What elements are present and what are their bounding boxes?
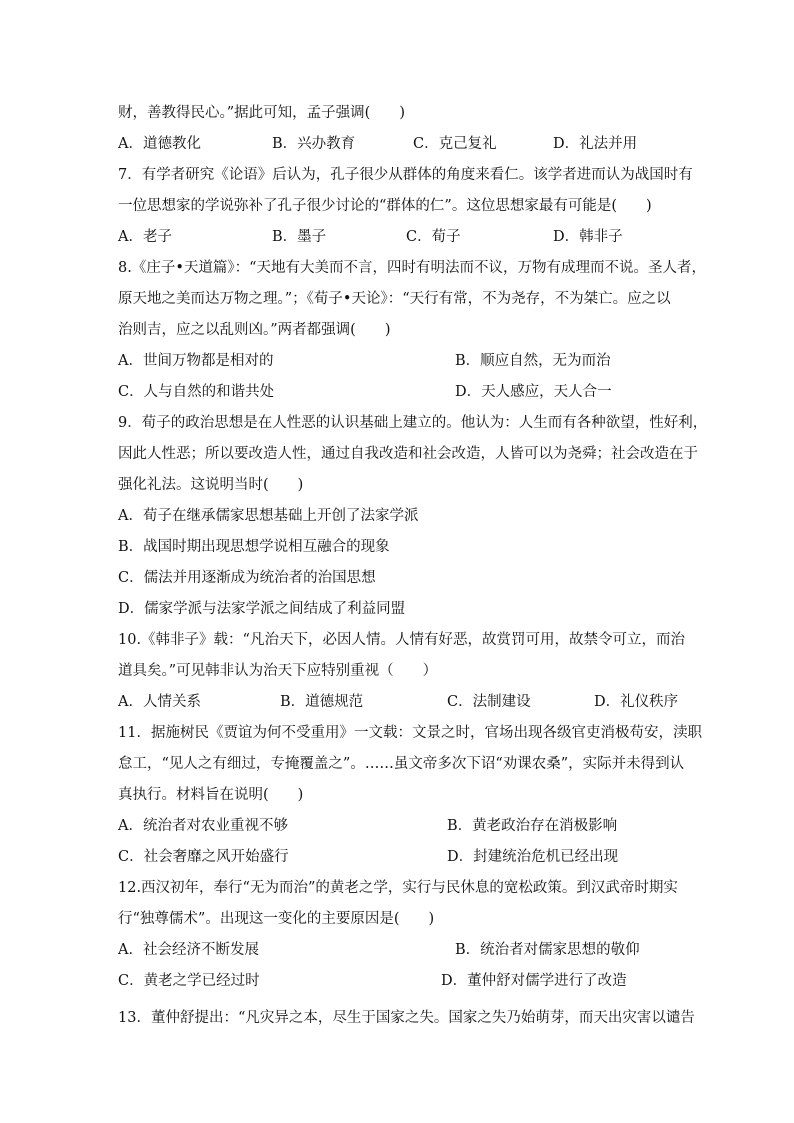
q7-stem-line1: 7．有学者研究《论语》后认为，孔子很少从群体的角度来看仁。该学者进而认为战国时有 (118, 167, 693, 183)
q11-option-c: C．社会奢靡之风开始盛行 (118, 849, 289, 865)
q7-option-b: B．墨子 (272, 229, 327, 245)
q12-option-a: A．社会经济不断发展 (118, 942, 259, 958)
q8-option-d: D．天人感应，天人合一 (455, 384, 612, 400)
q12-option-b: B．统治者对儒家思想的敬仰 (455, 942, 640, 958)
q10-option-d: D．礼仪秩序 (594, 694, 679, 710)
q9-option-c: C．儒法并用逐渐成为统治者的治国思想 (118, 570, 376, 586)
q9-option-b: B．战国时期出现思想学说相互融合的现象 (118, 539, 390, 555)
q11-option-d: D．封建统治危机已经出现 (447, 849, 619, 865)
q11-option-a: A．统治者对农业重视不够 (118, 818, 288, 834)
q6-option-a: A．道德教化 (118, 136, 201, 152)
q12-option-c: C．黄老之学已经过时 (118, 973, 260, 989)
q10-option-c: C．法制建设 (447, 694, 531, 710)
q11-option-b: B．黄老政治存在消极影响 (447, 818, 618, 834)
q6-option-c: C．克己复礼 (413, 136, 497, 152)
q8-option-a: A．世间万物都是相对的 (118, 353, 274, 369)
q10-stem-line1: 10.《韩非子》载：“凡治天下，必因人情。人情有好恶，故赏罚可用，故禁令可立，而治 (118, 632, 685, 648)
q12-option-d: D．董仲舒对儒学进行了改造 (441, 973, 627, 989)
q11-stem-line2: 怠工，“见人之有细过，专掩覆盖之”。……虽文帝多次下诏“劝课农桑”，实际并未得到认 (118, 756, 685, 772)
q9-option-d: D．儒家学派与法家学派之间结成了利益同盟 (118, 601, 406, 617)
q6-option-d: D．礼法并用 (553, 136, 638, 152)
q8-stem-line3: 治则吉，应之以乱则凶。”两者都强调( ) (118, 322, 391, 338)
q10-option-b: B．道德规范 (280, 694, 364, 710)
q8-stem-line1: 8.《庄子•天道篇》：“天地有大美而不言，四时有明法而不议，万物有成理而不说。圣人者， (118, 260, 707, 276)
q12-stem-line1: 12.西汉初年，奉行“无为而治”的黄老之学，实行与民休息的宽松政策。到汉武帝时期实 (118, 880, 678, 896)
q12-stem-line2: 行“独尊儒术”。出现这一变化的主要原因是( ) (118, 911, 435, 927)
q9-option-a: A．荀子在继承儒家思想基础上开创了法家学派 (118, 508, 419, 524)
q7-option-c: C．荀子 (406, 229, 461, 245)
q11-stem-line3: 真执行。材料旨在说明( ) (118, 787, 304, 803)
q7-option-a: A．老子 (118, 229, 172, 245)
q8-stem-line2: 原天地之美而达万物之理。”；《荀子•天论》：“天行有常，不为尧存，不为桀亡。应之以 (118, 291, 671, 307)
q8-option-c: C．人与自然的和谐共处 (118, 384, 275, 400)
q11-stem-line1: 11．据施树民《贾谊为何不受重用》一文载：文景之时，官场出现各级官吏消极苟安，渎职 (118, 725, 702, 741)
q8-option-b: B．顺应自然，无为而治 (455, 353, 611, 369)
q6-option-b: B．兴办教育 (272, 136, 356, 152)
q9-stem-line1: 9．荀子的政治思想是在人性恶的认识基础上建立的。他认为：人生而有各种欲望，性好利， (118, 415, 708, 431)
q9-stem-line3: 强化礼法。这说明当时( ) (118, 477, 304, 493)
q10-stem-line2: 道具矣。”可见韩非认为治天下应特别重视（ ） (118, 663, 438, 679)
q7-option-d: D．韩非子 (553, 229, 623, 245)
q6-stem-end: 财，善教得民心。”据此可知，孟子强调( ) (118, 105, 405, 121)
q13-stem-line1: 13．董仲舒提出：“凡灾异之本，尽生于国家之失。国家之失乃始萌芽，而天出灾害以谴告 (118, 1010, 695, 1026)
q9-stem-line2: 因此人性恶；所以要改造人性，通过自我改造和社会改造，人皆可以为尧舜；社会改造在于 (118, 446, 698, 462)
q10-option-a: A．人情关系 (118, 694, 201, 710)
q7-stem-line2: 一位思想家的学说弥补了孔子很少讨论的“群体的仁”。这位思想家最有可能是( ) (118, 198, 652, 214)
